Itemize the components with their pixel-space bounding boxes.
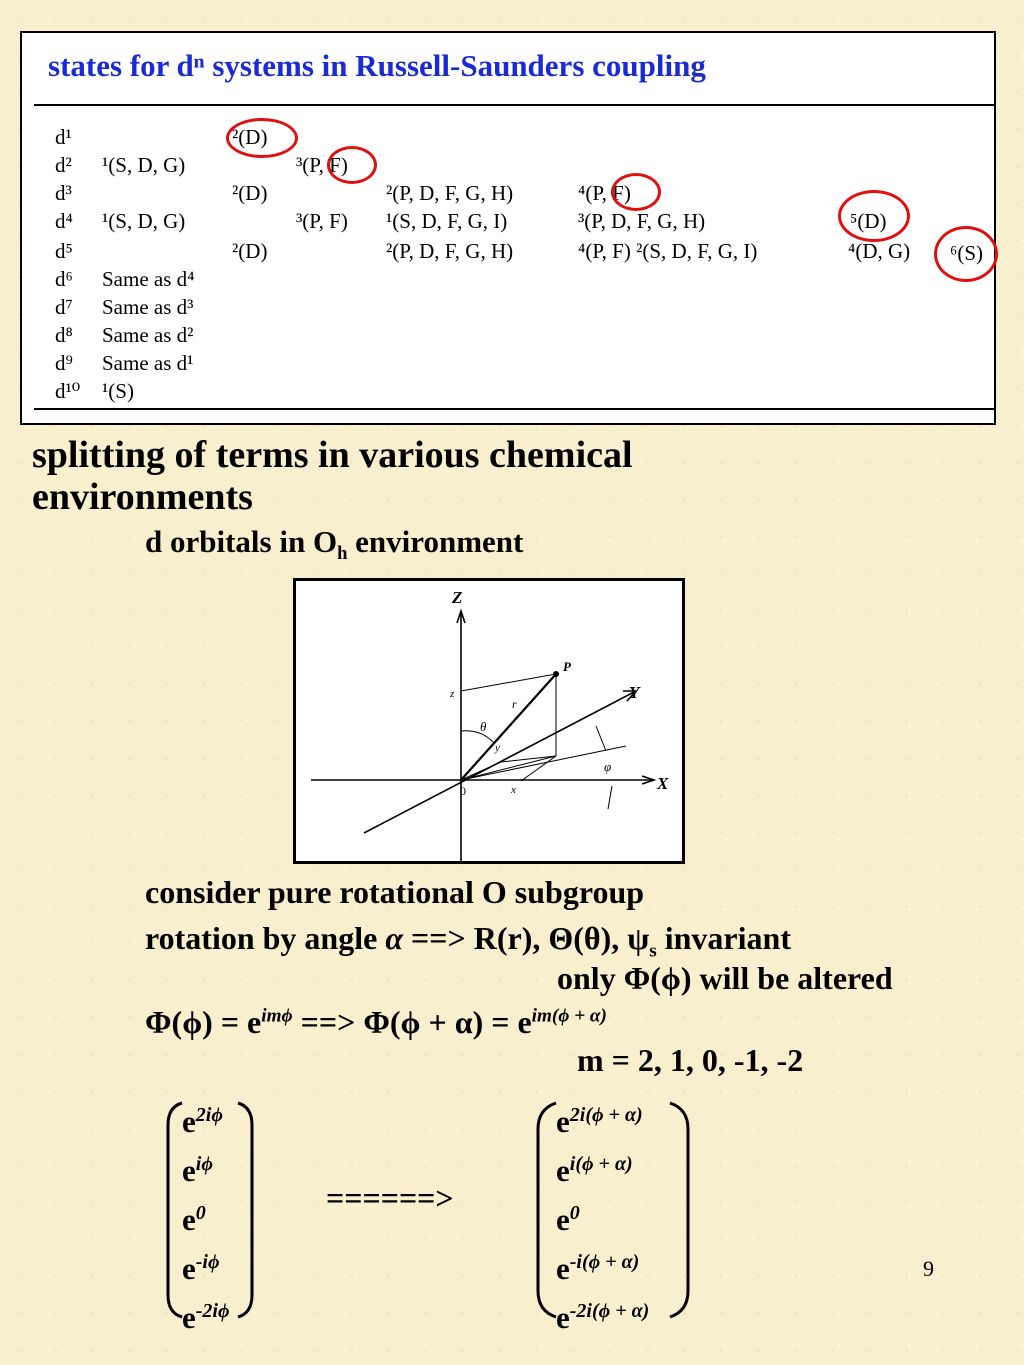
matrix-right-entry: $e^{-2i(\phi + \alpha)}$: [556, 1300, 650, 1335]
theta-arc: [461, 731, 494, 743]
sub-heading: d orbitals in $O_h$ environment: [145, 524, 524, 565]
table-cell: ¹(S, D, G): [102, 153, 186, 177]
table-cell: ⁴(P, F) ²(S, D, F, G, I): [578, 239, 758, 263]
highlight-circle-d5: [934, 226, 998, 282]
table-cell: Same as d²: [102, 323, 194, 347]
matrix-right-entry: $e^{2i(\phi + \alpha)}$: [556, 1104, 643, 1139]
highlight-circle-d1: [226, 118, 298, 158]
table-cell: ³(P, F): [296, 209, 348, 233]
matrix-left-entry: $e^{i\phi}$: [182, 1153, 213, 1188]
left-matrix: [182, 1094, 230, 1339]
table-cell: ¹(S, D, F, G, I): [386, 209, 508, 233]
matrix-left-entry: $e^{-2i\phi}$: [182, 1300, 230, 1335]
row-label: d⁵: [55, 239, 73, 263]
xy-projection: [461, 756, 556, 780]
row-label: d⁶: [55, 267, 73, 291]
matrix-right-entry: $e^{-i(\phi + \alpha)}$: [556, 1251, 640, 1286]
table-title: states for dⁿ systems in Russell-Saunders coupling: [48, 48, 706, 83]
label-x-axis: X: [657, 774, 669, 793]
body-line-1: consider pure rotational O subgroup: [145, 874, 645, 910]
highlight-circle-d2: [327, 146, 377, 184]
table-cell: ⁵(D): [850, 209, 887, 233]
r-vector: [461, 674, 556, 780]
table-cell: ⁴(D, G): [848, 239, 911, 263]
row-label: d⁹: [55, 351, 73, 375]
table-cell: Same as d³: [102, 295, 194, 319]
label-z: z: [450, 688, 455, 700]
label-p: P: [563, 659, 571, 674]
transform-arrow: ======>: [326, 1180, 454, 1216]
highlight-circle-d3: [611, 173, 661, 211]
label-r: r: [512, 697, 517, 711]
label-origin: 0: [460, 784, 466, 798]
table-cell: ³(P, F): [296, 153, 348, 177]
table-cell: ¹(S): [102, 379, 134, 403]
point-p: [553, 671, 559, 677]
right-matrix: [556, 1094, 649, 1339]
label-phi: φ: [604, 759, 612, 774]
table-cell: ⁶(S): [950, 241, 983, 265]
table-cell: Same as d¹: [102, 351, 194, 375]
label-theta: θ: [480, 719, 487, 734]
row-label: d²: [55, 153, 72, 177]
matrix-left-entry: $e^{2i\phi}$: [182, 1104, 223, 1139]
section-heading: splitting of terms in various chemical: [32, 434, 633, 476]
coordinate-axes-svg: [296, 581, 682, 861]
label-x: x: [511, 784, 516, 796]
phi-arrow-top: [596, 726, 606, 751]
page-number: 9: [923, 1256, 934, 1281]
section-heading-line2: environments: [32, 476, 253, 518]
body-line-5: m = 2, 1, 0, -1, -2: [577, 1042, 804, 1078]
table-cell: ³(P, D, F, G, H): [578, 209, 706, 233]
table-cell: ²(D): [232, 239, 268, 263]
table-cell: ⁴(P, F): [578, 181, 631, 205]
matrix-right-entry: $e^{i(\phi + \alpha)}$: [556, 1153, 633, 1188]
table-cell: ¹(S, D, G): [102, 209, 186, 233]
row-label: d⁴: [55, 209, 73, 233]
table-bottom-rule: [34, 408, 994, 410]
row-label: d¹: [55, 125, 72, 149]
row-label: d⁸: [55, 323, 73, 347]
matrix-right-entry: $e^0$: [556, 1202, 580, 1237]
row-label: d¹⁰: [55, 379, 81, 403]
body-line-2: rotation by angle α ==> R(r), Θ(θ), $\psi_s$ invariant: [145, 920, 791, 962]
phi-arrow-bottom: [608, 786, 612, 809]
label-z-axis: Z: [452, 588, 463, 607]
table-cell: ²(P, D, F, G, H): [386, 239, 514, 263]
row-label: d³: [55, 181, 72, 205]
table-cell: Same as d⁴: [102, 267, 195, 291]
body-line-3: only Φ(ϕ) will be altered: [557, 960, 893, 996]
matrix-left-entry: $e^0$: [182, 1202, 206, 1237]
matrix-left-entry: $e^{-i\phi}$: [182, 1251, 220, 1286]
table-cell: ²(D): [232, 125, 268, 149]
table-cell: ²(D): [232, 181, 268, 205]
table-cell: ²(P, D, F, G, H): [386, 181, 514, 205]
row-label: d⁷: [55, 295, 73, 319]
table-top-rule: [34, 104, 994, 106]
label-y-axis: Y: [629, 683, 640, 702]
coordinate-diagram: [293, 578, 685, 864]
body-line-4: $\Phi(\phi) = e^{im\phi}$ ==> $\Phi(\phi + \alpha) = e^{im(\phi + \alpha)}$: [145, 1004, 607, 1040]
highlight-circle-d4: [838, 190, 910, 242]
label-y: y: [495, 742, 500, 754]
